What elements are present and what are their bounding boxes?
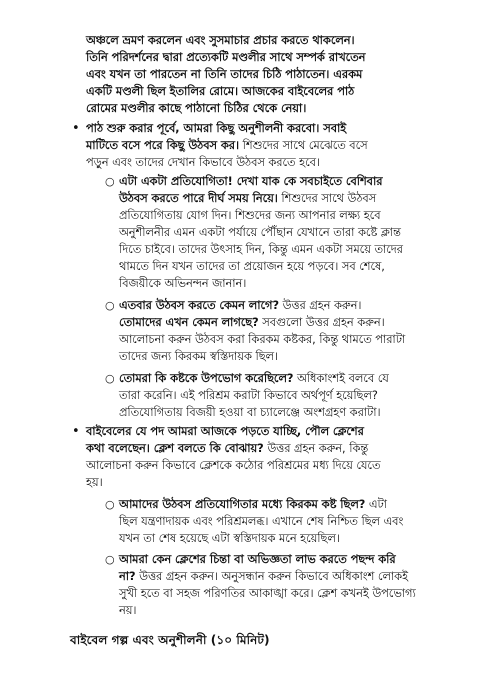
- section-heading: বাইবেল গল্প এবং অনুশীলনী (১০ মিনিট): [70, 633, 270, 647]
- text-regular: উত্তর গ্রহন করুন। অনুসন্ধান করুন কিভাবে অধিকাংশ লোকই: [135, 570, 408, 583]
- text-line: তাদের জন্য কিরকম স্বস্তিদায়ক ছিল।: [119, 350, 278, 363]
- text-line: এটা একটা প্রতিযোগিতা! দেখা যাক কে সবচাইতে বেশিবার: [119, 175, 383, 188]
- text-line: তিনি পরিদর্শনের দ্বারা প্রত্যেকটি মণ্ডলীর সাথে সম্পর্ক রাখতেন: [86, 51, 366, 64]
- text-line: [119, 569, 408, 585]
- text-line: পড়ুন এবং তাদের দেখান কিভাবে উঠবস করতে হবে।: [86, 156, 320, 169]
- text-line: এবং যখন তা পারতেন না তিনি তাদের চিঠি পাঠাতেন। এরকম: [86, 68, 363, 81]
- sub-bullet-marker: ○: [105, 175, 115, 188]
- text-regular: শিশুদের সাথে উঠবস: [277, 192, 377, 205]
- text-line: প্রতিযোগিতায় বিজয়ী হওয়া বা চ্যালেঞ্জে অংশগ্রহণ করাটা।: [119, 406, 381, 419]
- text-line: আলোচনা করুন কিভাবে ক্লেশকে কঠোর পরিশ্রমের মধ্য দিয়ে যেতে: [86, 459, 381, 472]
- text-line: আলোচনা করুন উঠবস করা কিরকম কষ্টকর, কিন্তু থামতে পারাটা: [119, 333, 406, 346]
- text-line: [119, 371, 389, 387]
- text-regular: সবগুলো উত্তর গ্রহন করুন।: [258, 316, 385, 329]
- text-bold: না?: [119, 570, 136, 583]
- text-regular: উত্তর গ্রহন করুন, কিন্তু: [263, 442, 369, 455]
- text-line: অনুশীলনীর এমন একটা পর্যায়ে পৌঁছান যেখানে তারা কষ্টে ক্লান্ত: [119, 226, 401, 239]
- text-line: [86, 138, 368, 154]
- text-regular: অধিকাংশই বলবে যে: [293, 372, 389, 385]
- bullet-marker: •: [72, 121, 80, 136]
- text-line: নয়।: [119, 604, 137, 617]
- sub-bullet-marker: ○: [105, 553, 115, 566]
- text-line: আমরা কেন ক্লেশের চিন্তা বা অভিজ্ঞতা লাভ করতে পছন্দ করি: [119, 553, 396, 566]
- text-line: রোমের মণ্ডলীর কাছে পাঠানো চিঠির থেকে নেয়া।: [86, 102, 307, 115]
- text-line: প্রতিযোগিতায় যোগ দিন। শিশুদের জন্য আপনার লক্ষ্য হবে: [119, 209, 381, 222]
- text-line: তারা করেনি। এই পরিশ্রম করাটা কিভাবে অর্থপূর্ণ হয়েছিল?: [119, 389, 378, 402]
- bullet-marker: •: [72, 424, 80, 439]
- text-line: [119, 315, 385, 331]
- text-line: অঞ্চলে ভ্রমণ করলেন এবং সুসমাচার প্রচার করতে থাকলেন।: [86, 34, 355, 47]
- text-bold: কথা বলেছেন। ক্লেশ বলতে কি বোঝায়?: [86, 442, 264, 455]
- text-regular: এটা: [365, 498, 387, 511]
- sub-bullet-marker: ○: [105, 372, 115, 385]
- text-bold: উঠবস করতে পারে দীর্ঘ সময় নিয়ে।: [119, 192, 278, 205]
- sub-bullet-marker: ○: [105, 299, 115, 312]
- text-line: বিজয়ীকে অভিনন্দন জানান।: [119, 277, 247, 290]
- text-line: [119, 298, 361, 314]
- sub-bullet-marker: ○: [105, 498, 115, 511]
- text-line: পাঠ শুরু করার পূর্বে, আমরা কিছু অনুশীলনী করবো। সবাই: [86, 122, 347, 135]
- text-line: বাইবেলের যে পদ আমরা আজকে পড়তে যাচ্ছি, পৌল ক্লেশের: [86, 425, 364, 438]
- text-bold: আমাদের উঠবস প্রতিযোগিতার মধ্যে কিরকম কষ্ট ছিল?: [119, 498, 366, 511]
- text-line: দিতে চাইবে। তাদের উৎসাহ দিন, কিন্তু এমন একটা সময়ে তাদের: [119, 243, 403, 256]
- text-bold: এতবার উঠবস করতে কেমন লাগে?: [119, 299, 279, 312]
- text-line: ছিল যন্ত্রণাদায়ক এবং পরিশ্রমলব্ধ। এখানে শেষ নিশ্চিত ছিল এবং: [119, 515, 404, 528]
- text-line: যখন তা শেষ হয়েছে এটা স্বস্তিদায়ক মনে হয়েছিল।: [119, 532, 340, 545]
- text-line: হয়।: [86, 476, 103, 489]
- text-line: [86, 441, 368, 457]
- text-bold: তোমরা কি কষ্টকে উপভোগ করেছিলে?: [119, 372, 294, 385]
- text-line: থামতে দিন যখন তাদের তা প্রয়োজন হয়ে পড়বে। সব শেষে,: [119, 260, 385, 273]
- text-regular: উত্তর গ্রহন করুন।: [279, 299, 362, 312]
- text-bold: তোমাদের এখন কেমন লাগছে?: [119, 316, 259, 329]
- text-line: [119, 497, 387, 513]
- text-line: একটি মণ্ডলী ছিল ইতালির রোমে। আজকের বাইবেলের পাঠ: [86, 85, 355, 98]
- text-line: [119, 191, 376, 207]
- text-regular: শিশুদের সাথে মেঝেতে বসে: [239, 139, 368, 152]
- text-bold: মাটিতে বসে পরে কিছু উঠবস কর।: [86, 139, 240, 152]
- text-line: সুখী হতে বা সহজ পরিণতির আকাঙ্খা করে। ক্লেশ কখনই উপভোগ্য: [119, 587, 416, 600]
